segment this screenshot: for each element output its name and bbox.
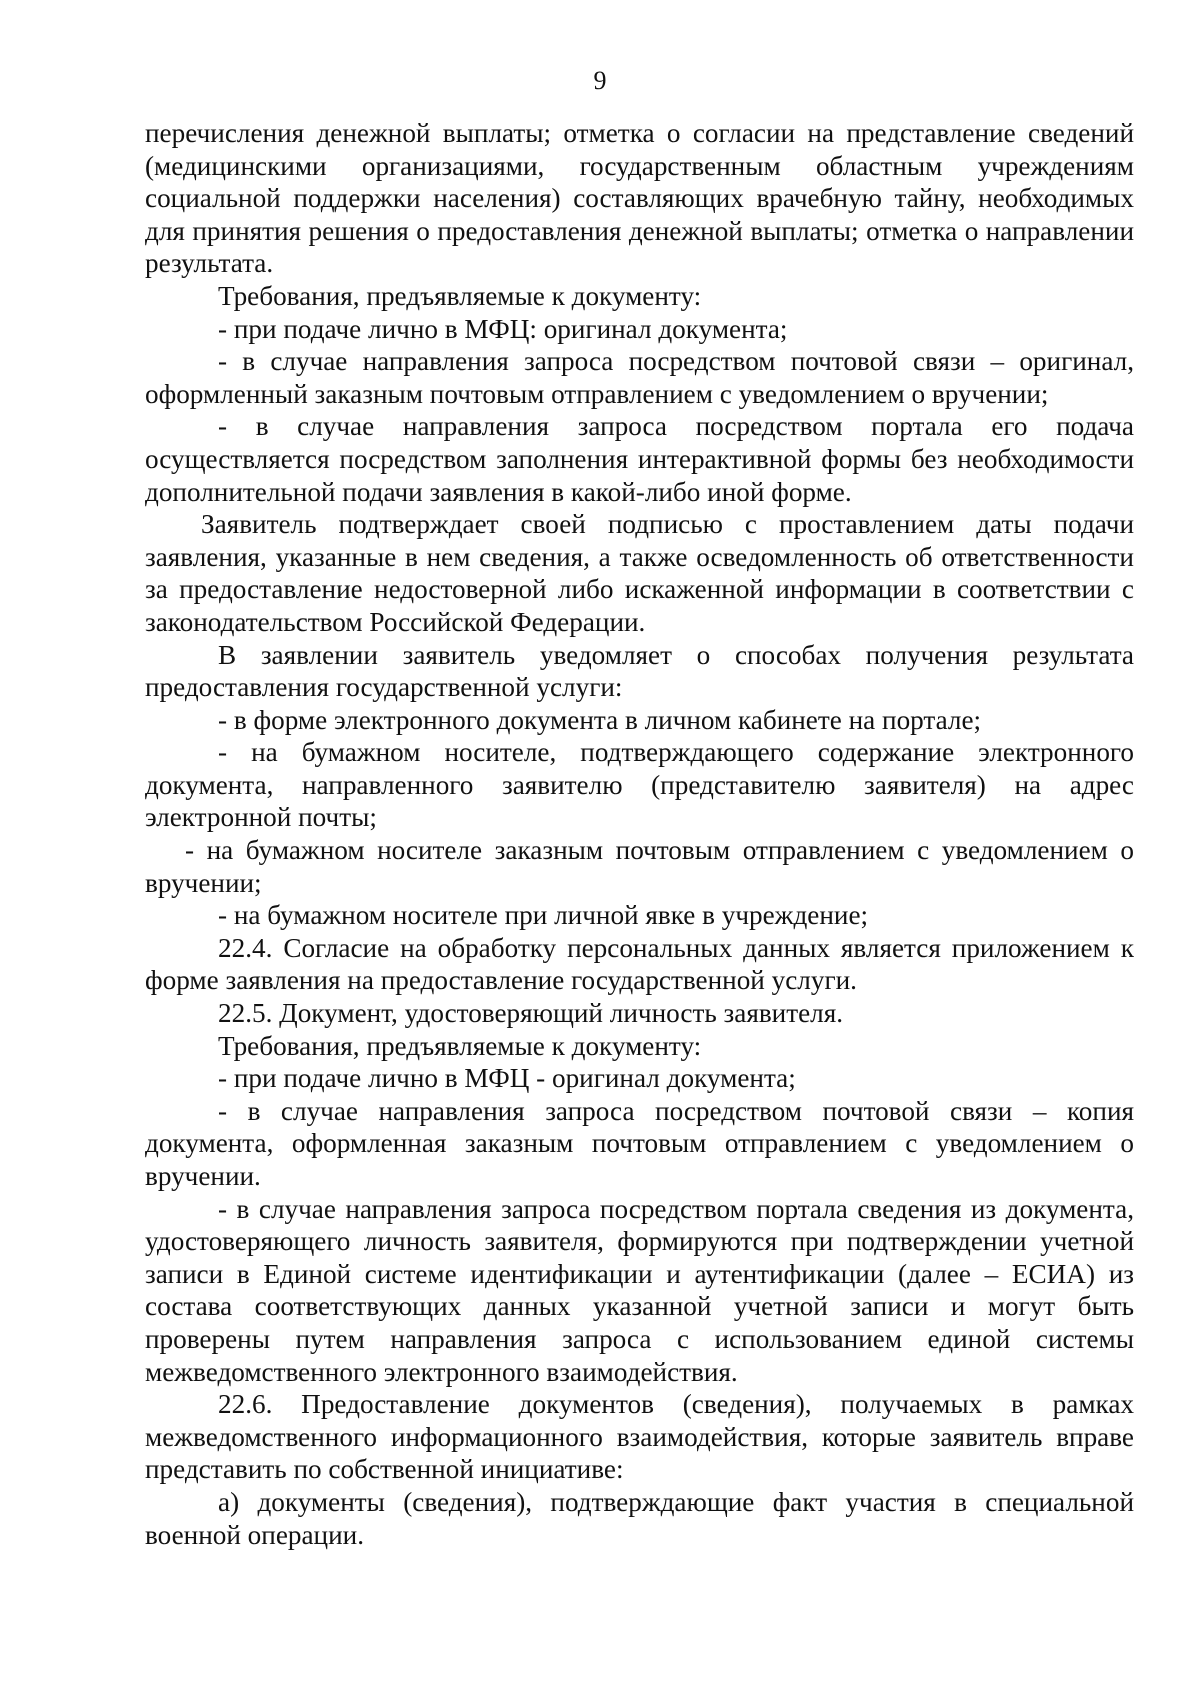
paragraph: Требования, предъявляемые к документу: <box>218 1030 702 1061</box>
section-paragraph: 22.4. Согласие на обработку персональных данных является приложением к форме заявления на предоставление государственной услуги. <box>145 932 1134 996</box>
paragraph: В заявлении заявитель уведомляет о способах получения результата предоставления государственной услуги: <box>145 639 1134 703</box>
section-paragraph: 22.6. Предоставление документов (сведения), получаемых в рамках межведомственного информационного взаимодействия, которые заявитель вправе представить по собственной инициативе: <box>145 1389 1134 1485</box>
section-paragraph: 22.5. Документ, удостоверяющий личность заявителя. <box>218 998 844 1029</box>
list-item: - в случае направления запроса посредством портала его подача осуществляется посредством заполнения интерактивной формы без необходимости дополнительной подачи заявления в какой-либо иной форме. <box>145 411 1134 507</box>
page-number: 9 <box>593 66 607 95</box>
paragraph: перечисления денежной выплаты; отметка о согласии на представление сведений (медицинскими организациями, государственным областным учреждениям социальной поддержки населения) составляющих врачебную тайну, необходимых для принятия решения о предоставления денежной выплаты; отметка о направлении результата. <box>145 118 1134 279</box>
document-body <box>145 117 1134 1551</box>
list-item: - на бумажном носителе при личной явке в учреждение; <box>218 900 869 931</box>
list-item: - в случае направления запроса посредством почтовой связи – оригинал, оформленный заказным почтовым отправлением с уведомлением о вручении; <box>145 346 1134 409</box>
list-item: - на бумажном носителе заказным почтовым отправлением с уведомлением о вручении; <box>145 835 1134 898</box>
list-item: - на бумажном носителе, подтверждающего содержание электронного документа, направленного заявителю (представителю заявителя) на адрес электронной почты; <box>145 737 1134 833</box>
list-item: - в случае направления запроса посредством почтовой связи – копия документа, оформленная заказным почтовым отправлением с уведомлением о вручении. <box>145 1095 1134 1191</box>
paragraph: Требования, предъявляемые к документу: <box>218 280 702 311</box>
paragraph: Заявитель подтверждает своей подписью с проставлением даты подачи заявления, указанные в нем сведения, а также осведомленность об ответственности за предоставление недостоверной либо искаженной информации в соответствии с законодательством Российской Федерации. <box>145 509 1134 637</box>
list-item: а) документы (сведения), подтверждающие факт участия в специальной военной операции. <box>145 1486 1134 1550</box>
list-item: - в случае направления запроса посредством портала сведения из документа, удостоверяющего личность заявителя, формируются при подтверждении учетной записи в Единой системе идентификации и аутентификации (далее – ЕСИА) из состава соответствующих данных указанной учетной записи и могут быть проверены путем направления запроса с использованием единой системы межведомственного электронного взаимодействия. <box>145 1193 1134 1387</box>
list-item: - при подаче лично в МФЦ: оригинал документа; <box>218 313 788 344</box>
list-item: - в форме электронного документа в личном кабинете на портале; <box>218 704 982 735</box>
list-item: - при подаче лично в МФЦ - оригинал документа; <box>218 1063 796 1094</box>
